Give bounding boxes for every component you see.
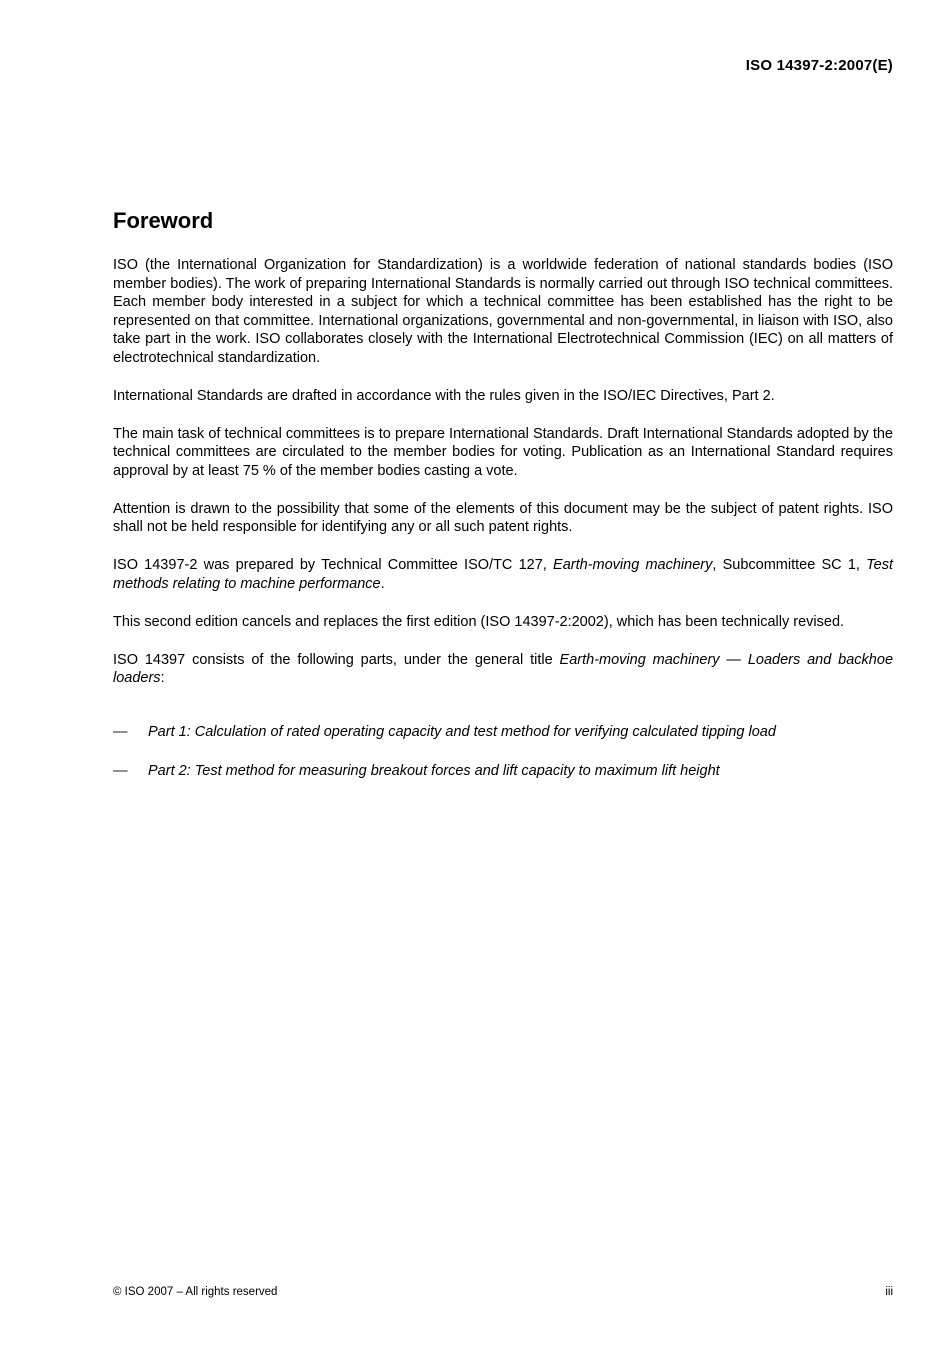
text-run-italic: Earth-moving machinery — Loaders and backhoe loaders [113,651,894,686]
text-run: Attention is drawn to the possibility that some of the elements of this document may be the subject of patent rights. ISO shall not be held responsible for identifying any or all such patent rights. [113,500,893,535]
paragraph-patent-rights [113,500,893,537]
text-run: : [160,670,165,686]
paragraph-main-task [113,425,893,481]
text-run: International Standards are drafted in accordance with the rules given in the ISO/IEC Directives, Part 2. [113,387,775,404]
list-item-part-2 [113,762,893,781]
text-run: ISO 14397-2 was prepared by Technical Committee ISO/TC 127, [113,557,554,573]
parts-list [113,723,893,781]
body-text [113,256,893,801]
list-item-text: Part 2: Test method for measuring breakout forces and lift capacity to maximum lift height [148,762,720,779]
page-number: iii [885,1286,893,1298]
text-run-italic: Test methods relating to machine performance [113,557,893,592]
text-run: The main task of technical committees is to prepare International Standards. Draft International Standards adopted by the technical committees are circulated to the member bodies for voting. Publication as an International Standard requires approval by at least 75 % of the member bodies casting a vote. [113,425,893,479]
copyright-notice: © ISO 2007 – All rights reserved [113,1286,278,1298]
text-run: . [380,575,385,592]
dash-bullet: — [113,723,128,740]
foreword-heading: Foreword [113,208,214,233]
paragraph-parts-intro [113,651,893,688]
paragraph-iso-federation [113,256,893,367]
list-item-part-1 [113,723,893,742]
paragraph-directives [113,387,893,406]
page-footer [113,1286,893,1298]
text-run: This second edition cancels and replaces the first edition (ISO 14397-2:2002), which has been technically revised. [113,613,845,630]
list-item-text: Part 1: Calculation of rated operating capacity and test method for verifying calculated tipping load [148,723,776,740]
text-run: ISO (the International Organization for Standardization) is a worldwide federation of national standards bodies (ISO member bodies). The work of preparing International Standards is normally carried out through ISO technical committees. Each member body interested in a subject for which a technical committee has been established has the right to be represented on that committee. International organizations, governmental and non-governmental, in liaison with ISO, also take part in the work. ISO collaborates closely with the International Electrotechnical Commission (IEC) on all matters of electrotechnical standardization. [113,257,893,366]
text-run: ISO 14397 consists of the following parts, under the general title [113,651,560,668]
paragraph-second-edition [113,613,893,632]
running-header: ISO 14397-2:2007(E) [745,57,893,74]
dash-bullet: — [113,762,128,779]
text-run: , Subcommittee SC 1, [712,557,867,573]
text-run-italic: Earth-moving machinery [553,557,713,573]
paragraph-prepared-by [113,556,893,593]
